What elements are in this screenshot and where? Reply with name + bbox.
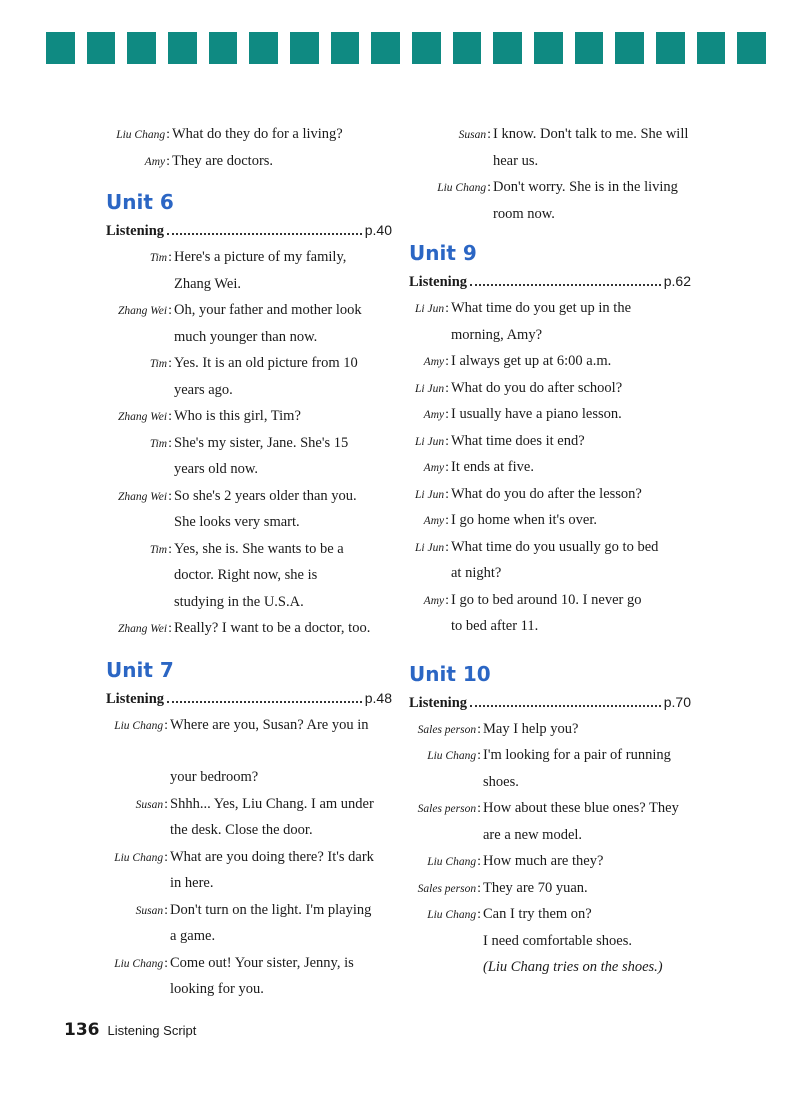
speaker-name: Liu Chang :: [106, 122, 172, 149]
speaker-name: Amy :: [409, 402, 451, 429]
header-block: [412, 32, 441, 64]
speaker-name: Amy :: [106, 149, 172, 176]
dialogue-block: [409, 717, 691, 982]
speaker-name: Tim :: [106, 351, 174, 378]
dialogue-line: [106, 457, 392, 484]
speech-text: the desk. Close the door.: [170, 822, 313, 838]
speech-text: I usually have a piano lesson.: [451, 406, 622, 422]
speech-text: What time do you usually go to bed: [451, 538, 659, 555]
speaker-name: [409, 770, 483, 797]
header-block: [87, 32, 116, 64]
speaker-name: [106, 510, 174, 537]
dialogue-block: [106, 245, 392, 643]
unit-title: Unit 10: [409, 661, 491, 686]
speaker-name: Amy :: [409, 349, 451, 376]
speaker-name: Li Jun :: [409, 429, 451, 456]
dialogue-line: [106, 245, 392, 272]
speaker-name: Amy :: [409, 588, 451, 615]
speaker-name: Li Jun :: [409, 296, 451, 323]
page-reference: p.40: [364, 222, 392, 238]
speaker-name: Susan :: [106, 792, 170, 819]
speech-text: How about these blue ones? They: [483, 800, 679, 816]
speech-text: I always get up at 6:00 a.m.: [451, 353, 612, 369]
speech-text: room now.: [493, 205, 555, 222]
speech-text: I go to bed around 10. I never go: [451, 591, 642, 608]
dialogue-line: [409, 122, 691, 149]
speaker-name: Zhang Wei :: [106, 616, 174, 643]
speech-text: What do you do after the lesson?: [451, 485, 642, 502]
dialogue-line: [409, 717, 691, 744]
dialogue-line: [409, 929, 691, 956]
dialogue-line: [106, 537, 392, 564]
dialogue-line: [106, 404, 392, 431]
dialogue-line: [409, 376, 691, 403]
header-block: [656, 32, 685, 64]
page-reference: p.70: [663, 693, 691, 710]
dialogue-line: [106, 818, 392, 845]
listening-label: Listening: [409, 694, 468, 711]
speech-text: Yes. It is an old picture from 10: [174, 355, 358, 371]
decorative-header-bar: [46, 32, 766, 64]
speaker-name: [106, 590, 174, 617]
speech-text: They are doctors.: [172, 152, 274, 169]
dialogue-line: [409, 743, 691, 770]
speaker-name: Tim :: [106, 431, 174, 458]
dialogue-line: [409, 508, 691, 535]
speaker-name: [409, 149, 493, 176]
dialogue-line: [409, 823, 691, 850]
speech-text: your bedroom?: [170, 769, 259, 785]
dot-leader: [167, 221, 362, 235]
dialogue-line: [106, 713, 392, 740]
dialogue-block: [409, 296, 691, 641]
dot-leader: [470, 272, 661, 286]
dialogue-line: [409, 796, 691, 823]
dot-leader: [167, 689, 362, 703]
dialogue-line: [409, 561, 691, 588]
speech-text: Who is this girl, Tim?: [174, 408, 301, 424]
unit-10-section: [409, 661, 691, 982]
dialogue-line: [409, 455, 691, 482]
dialogue-line: [106, 977, 392, 1004]
speech-text: Can I try them on?: [483, 906, 592, 922]
listening-label: Listening: [106, 690, 165, 707]
speaker-name: [409, 561, 451, 588]
speaker-name: [106, 765, 170, 792]
dot-leader: [470, 693, 661, 707]
unit-title: Unit 6: [106, 190, 174, 214]
dialogue-line: [106, 484, 392, 511]
dialogue-line: [409, 402, 691, 429]
speech-text: (Liu Chang tries on the shoes.): [483, 959, 663, 975]
dialogue-block: [106, 122, 392, 175]
speaker-name: Liu Chang :: [106, 951, 170, 978]
dialogue-line: [106, 122, 392, 149]
dialogue-line: [409, 876, 691, 903]
dialogue-line: [409, 849, 691, 876]
speech-text: I go home when it's over.: [451, 512, 597, 528]
speaker-name: [106, 378, 174, 405]
speech-text: What do you do after school?: [451, 379, 623, 396]
dialogue-line: [409, 588, 691, 615]
speech-text: Don't turn on the light. I'm playing: [170, 901, 372, 918]
speaker-name: Liu Chang :: [409, 902, 483, 929]
dialogue-line: [106, 510, 392, 537]
header-block: [615, 32, 644, 64]
speaker-name: [409, 823, 483, 850]
speech-text: a game.: [170, 928, 216, 944]
speaker-name: Liu Chang :: [409, 849, 483, 876]
speaker-name: Liu Chang :: [106, 713, 170, 740]
speech-text: looking for you.: [170, 981, 264, 997]
speaker-name: Liu Chang :: [106, 845, 170, 872]
dialogue-line: [409, 614, 691, 641]
speaker-name: Liu Chang :: [409, 743, 483, 770]
speech-text: at night?: [451, 565, 502, 581]
header-block: [290, 32, 319, 64]
dialogue-line: [106, 871, 392, 898]
header-block: [168, 32, 197, 64]
dialogue-line: [409, 175, 691, 202]
speaker-name: [409, 202, 493, 229]
speech-text: I'm looking for a pair of running: [483, 747, 671, 763]
dialogue-line: [409, 482, 691, 509]
header-block: [249, 32, 278, 64]
speaker-name: Susan :: [409, 122, 493, 149]
header-block: [493, 32, 522, 64]
dialogue-line: [106, 272, 392, 299]
speech-text: are a new model.: [483, 826, 583, 843]
speaker-name: [106, 871, 170, 898]
dialogue-line: [106, 378, 392, 405]
unit-title: Unit 7: [106, 657, 174, 682]
left-column: [106, 122, 392, 1004]
speech-text: What do they do for a living?: [172, 126, 343, 142]
speaker-name: Sales person :: [409, 796, 483, 823]
speaker-name: Sales person :: [409, 717, 483, 744]
dialogue-line: [409, 149, 691, 176]
speech-text: to bed after 11.: [451, 618, 539, 634]
speaker-name: [106, 818, 170, 845]
dialogue-line: [106, 431, 392, 458]
speech-text: Here's a picture of my family,: [174, 249, 347, 265]
header-block: [371, 32, 400, 64]
right-column: [409, 122, 691, 982]
speaker-name: Susan :: [106, 898, 170, 925]
listening-heading: [409, 270, 691, 293]
dialogue-line: [106, 845, 392, 872]
page-reference: p.48: [364, 689, 392, 706]
speech-text: doctor. Right now, she is: [174, 567, 318, 583]
page-footer: [64, 1020, 196, 1040]
unit-title: Unit 9: [409, 241, 477, 265]
dialogue-line: [106, 590, 392, 617]
header-block: [737, 32, 766, 64]
dialogue-line: [409, 323, 691, 350]
speech-text: hear us.: [493, 152, 539, 169]
speech-text: She's my sister, Jane. She's 15: [174, 434, 349, 451]
dialogue-block: [106, 713, 392, 740]
speaker-name: Zhang Wei :: [106, 298, 174, 325]
speaker-name: [409, 614, 451, 641]
speaker-name: Liu Chang :: [409, 175, 493, 202]
speech-text: Really? I want to be a doctor, too.: [174, 620, 371, 636]
dialogue-line: [106, 898, 392, 925]
header-block: [697, 32, 726, 64]
unit-7-section: [106, 657, 392, 1004]
speaker-name: Li Jun :: [409, 482, 451, 509]
dialogue-line: [106, 951, 392, 978]
speaker-name: Zhang Wei :: [106, 484, 174, 511]
speech-text: They are 70 yuan.: [483, 879, 588, 896]
speaker-name: [409, 955, 483, 982]
header-block: [46, 32, 75, 64]
header-block: [209, 32, 238, 64]
speaker-name: [106, 457, 174, 484]
dialogue-block: [409, 122, 691, 228]
speech-text: So she's 2 years older than you.: [174, 487, 357, 504]
speech-text: Where are you, Susan? Are you in: [170, 716, 369, 733]
speaker-name: Li Jun :: [409, 535, 451, 562]
speech-text: She looks very smart.: [174, 514, 300, 530]
speaker-name: [106, 924, 170, 951]
listening-heading: [409, 691, 691, 714]
speaker-name: [409, 323, 451, 350]
speaker-name: Amy :: [409, 508, 451, 535]
dialogue-line: [106, 792, 392, 819]
dialogue-line: [409, 902, 691, 929]
speaker-name: [106, 325, 174, 352]
dialogue-line: [409, 955, 691, 982]
speech-text: May I help you?: [483, 720, 579, 737]
speech-text: I need comfortable shoes.: [483, 932, 632, 949]
dialogue-line: [409, 770, 691, 797]
speech-text: morning, Amy?: [451, 326, 543, 343]
speaker-name: Amy :: [409, 455, 451, 482]
speech-text: I know. Don't talk to me. She will: [493, 126, 689, 142]
speech-text: Zhang Wei.: [174, 275, 242, 292]
speaker-name: [106, 977, 170, 1004]
speech-text: Come out! Your sister, Jenny, is: [170, 954, 354, 971]
speaker-name: Tim :: [106, 245, 174, 272]
unit-6-section: [106, 189, 392, 643]
dialogue-line: [106, 149, 392, 176]
header-block: [575, 32, 604, 64]
header-block: [534, 32, 563, 64]
dialogue-line: [409, 202, 691, 229]
dialogue-line: [106, 924, 392, 951]
dialogue-line: [106, 765, 392, 792]
dialogue-line: [106, 298, 392, 325]
speech-text: It ends at five.: [451, 459, 534, 475]
dialogue-line: [106, 325, 392, 352]
speech-text: What time do you get up in the: [451, 300, 632, 316]
listening-label: Listening: [409, 274, 468, 290]
listening-heading: [106, 687, 392, 710]
speaker-name: Tim :: [106, 537, 174, 564]
dialogue-line: [106, 351, 392, 378]
speech-text: studying in the U.S.A.: [174, 593, 304, 610]
speech-text: much younger than now.: [174, 328, 318, 345]
speaker-name: Li Jun :: [409, 376, 451, 403]
page-reference: p.62: [663, 273, 691, 289]
dialogue-line: [409, 296, 691, 323]
dialogue-line: [106, 563, 392, 590]
header-block: [453, 32, 482, 64]
speech-text: shoes.: [483, 773, 519, 790]
dialogue-block: [106, 765, 392, 1004]
header-block: [331, 32, 360, 64]
unit-9-section: [409, 240, 691, 641]
speech-text: years old now.: [174, 461, 259, 477]
speaker-name: [106, 272, 174, 299]
page-number: 136: [64, 1020, 100, 1040]
speaker-name: [106, 563, 174, 590]
speech-text: years ago.: [174, 381, 233, 398]
speech-text: How much are they?: [483, 853, 604, 869]
speech-text: What are you doing there? It's dark: [170, 848, 374, 865]
listening-heading: [106, 219, 392, 242]
speech-text: What time does it end?: [451, 432, 585, 449]
speaker-name: [409, 929, 483, 956]
dialogue-line: [409, 535, 691, 562]
dialogue-line: [409, 429, 691, 456]
speech-text: Shhh... Yes, Liu Chang. I am under: [170, 795, 374, 812]
speaker-name: Sales person :: [409, 876, 483, 903]
speech-text: in here.: [170, 875, 214, 891]
speech-text: Don't worry. She is in the living: [493, 179, 678, 195]
speech-text: Yes, she is. She wants to be a: [174, 540, 344, 557]
dialogue-line: [409, 349, 691, 376]
speaker-name: Zhang Wei :: [106, 404, 174, 431]
dialogue-line: [106, 616, 392, 643]
listening-label: Listening: [106, 223, 165, 239]
header-block: [127, 32, 156, 64]
speech-text: Oh, your father and mother look: [174, 302, 362, 318]
footer-label: Listening Script: [107, 1023, 197, 1038]
